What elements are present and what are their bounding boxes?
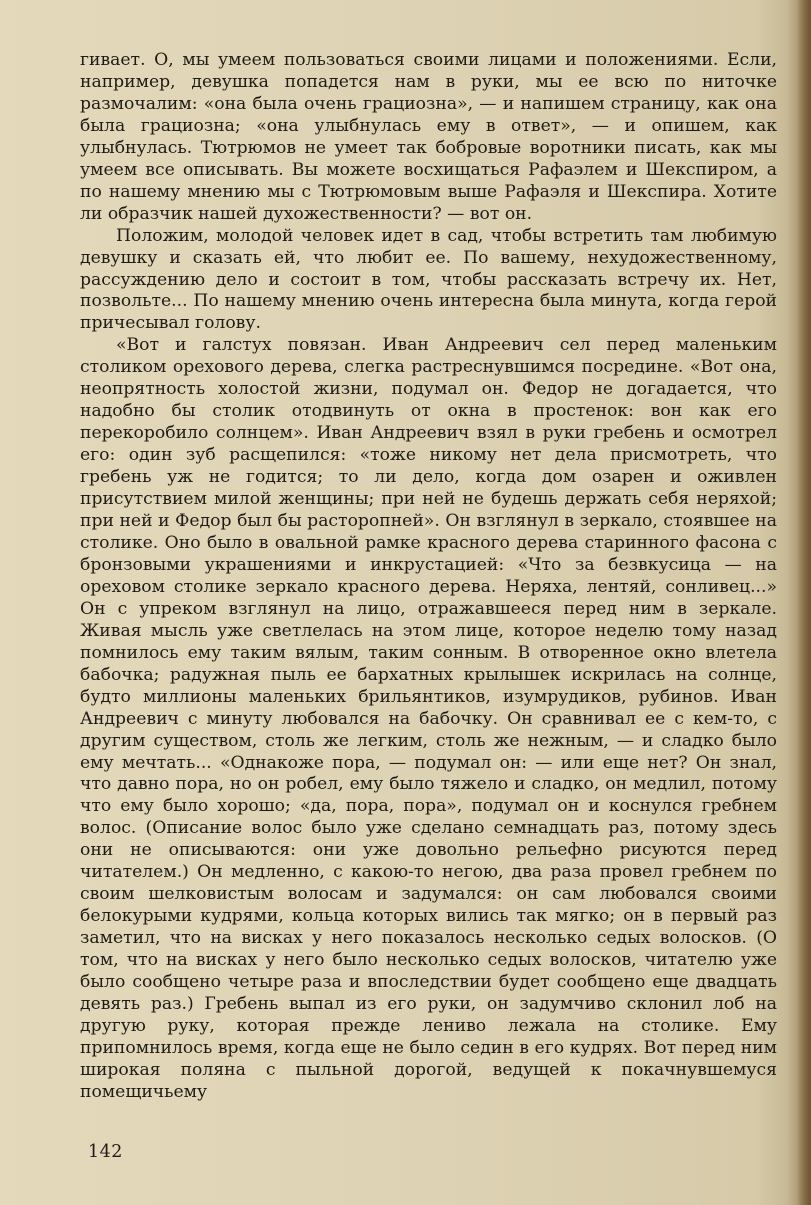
paragraph: «Вот и галстух повязан. Иван Андреевич сел перед маленьким столиком орехового дерева, слегка растреснувшимся посредине. «Вот она, неопрятность холостой жизни, подумал он. Федор не догадается, что надобно бы столик отодвинуть от окна в простенок: вон как его перекоробило солнцем». Иван Андреевич взял в руки гребень и осмотрел его: один зуб расщепился: «тоже никому нет дела присмотреть, что гребень уж не годится; то ли дело, когда дом озарен и оживлен присутствием милой женщины; при ней не будешь держать себя неряхой; при ней и Федор был бы расторопней». Он взглянул в зеркало, стоявшее на столике. Оно было в овальной рамке красного дерева старинного фасона с бронзовыми украшениями и инкрустацией: «Что за безвкусица — на ореховом столике зеркало красного дерева. Неряха, лентяй, сонливец...» Он с упреком взглянул на лицо, отражавшееся перед ним в зеркале. Живая мысль уже светлелась на этом лице, которое неделю тому назад помнилось ему таким вялым, таким сонным. В отворенное окно влетела бабочка; радужная пыль ее бархатных крылышек искрилась на солнце, будто миллионы маленьких брильянтиков, изумрудиков, рубинов. Иван Андреевич с минуту любовался на бабочку. Он сравнивал ее с кем-то, с другим существом, столь же легким, столь же нежным, — и сладко было ему мечтать... «Однакоже пора, — подумал он: — или еще нет? Он знал, что давно пора, но он робел, ему было тяжело и сладко, он медлил, потому что ему было хорошо; «да, пора, пора», подумал он и коснулся гребнем волос. (Описание волос было уже сделано семнадцать раз, потому здесь они не описываются: они уже довольно рельефно рисуются перед читателем.) Он медленно, с какою-то негою, два раза провел гребнем по своим шелковистым волосам и задумался: он сам любовался своими белокурыми кудрями, кольца которых вились так мягко; он в первый раз заметил, что на висках у него показалось несколько седых волосков. (О том, что на висках у него было несколько седых волосков, читателю уже было сообщено четыре раза и впоследствии будет сообщено еще двадцать девять раз.) Гребень выпал из его руки, он задумчиво склонил лоб на другую руку, которая прежде лениво лежала на столике. Ему припомнилось время, когда еще не было седин в его кудрях. Вот перед ним широкая поляна с пыльной дорогой, ведущей к покачнувшемуся помещичьему [80, 335, 777, 1102]
page-edge-shadow [797, 0, 811, 1205]
paragraph: Положим, молодой человек идет в сад, чтобы встретить там любимую девушку и сказать ей, что любит ее. По вашему, нехудожественному, рассуждению дело и состоит в том, чтобы рассказать встречу их. Нет, позвольте... По нашему мнению очень интересна была минута, когда герой причесывал голову. [80, 225, 777, 334]
page-number: 142 [88, 1142, 123, 1162]
paragraph-continued: гивает. О, мы умеем пользоваться своими лицами и положениями. Если, например, девушка попадется нам в руки, мы ее всю по ниточке размочалим: «она была очень грациозна», — и напишем страницу, как она была грациозна; «она улыбнулась ему в ответ», — и опишем, как улыбнулась. Тютрюмов не умеет так бобровые воротники писать, как мы умеем все описывать. Вы можете восхищаться Рафаэлем и Шекспиром, а по нашему мнению мы с Тютрюмовым выше Рафаэля и Шекспира. Хотите ли образчик нашей духожественности? — вот он. [80, 50, 777, 224]
page-text [80, 50, 777, 1104]
